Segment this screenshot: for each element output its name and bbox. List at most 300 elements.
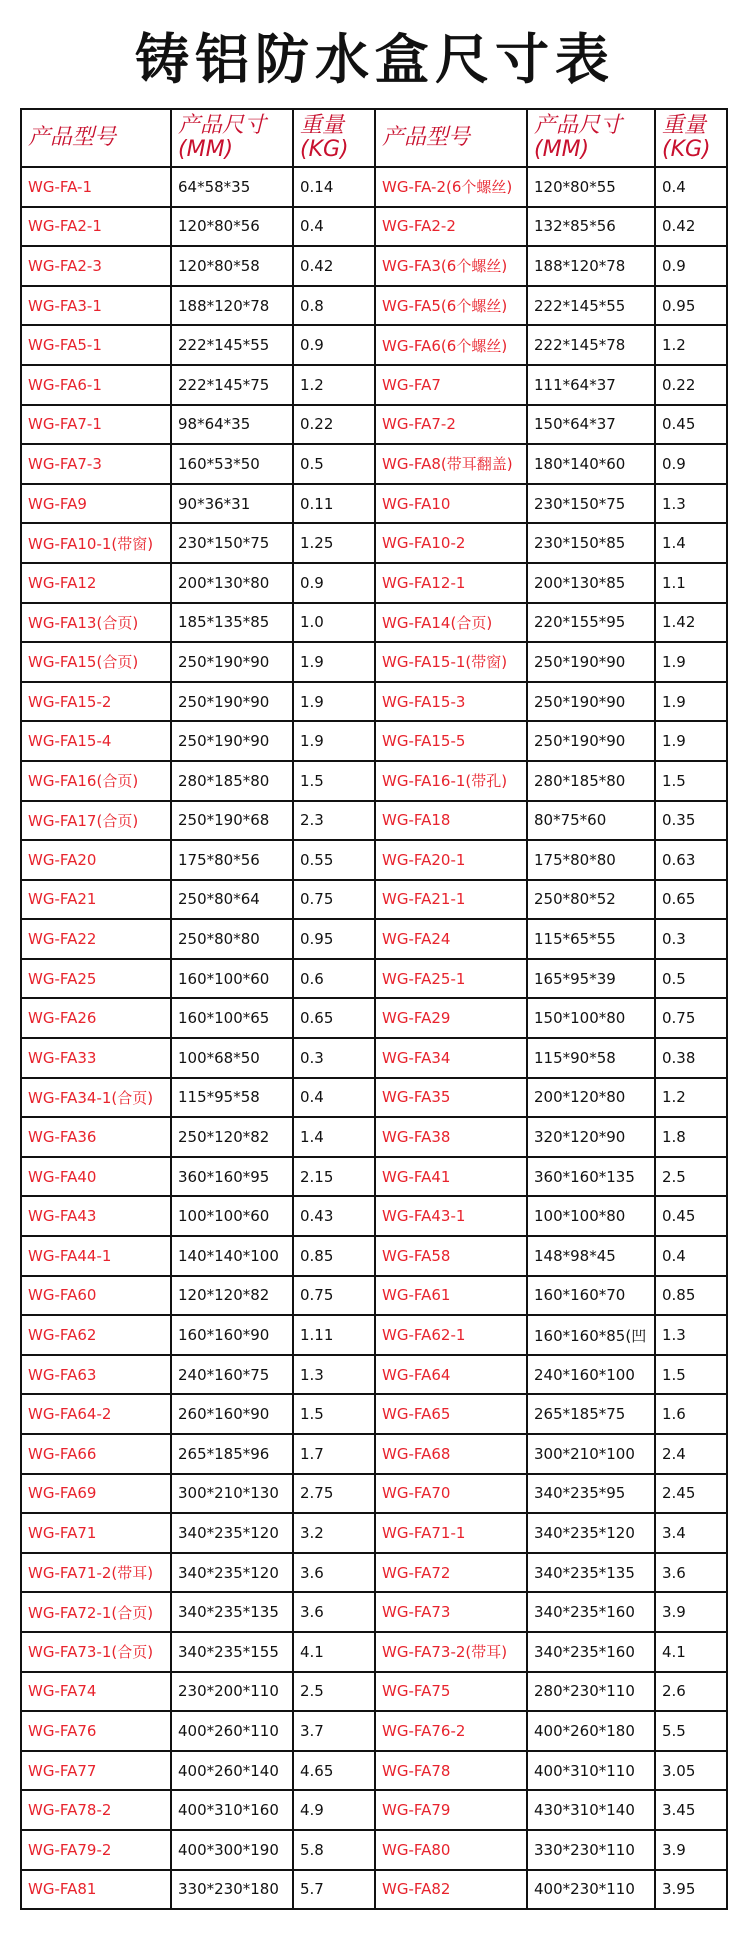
weight-cell: 1.4 bbox=[293, 1117, 375, 1157]
header-size: 产品尺寸(MM) bbox=[171, 109, 293, 167]
size-cell: 180*140*60 bbox=[527, 444, 655, 484]
size-cell: 80*75*60 bbox=[527, 801, 655, 841]
weight-cell: 3.6 bbox=[293, 1592, 375, 1632]
size-cell: 222*145*78 bbox=[527, 325, 655, 365]
weight-cell: 1.5 bbox=[655, 1355, 727, 1395]
weight-cell: 0.42 bbox=[293, 246, 375, 286]
weight-cell: 0.85 bbox=[655, 1276, 727, 1316]
model-cell: WG-FA12 bbox=[21, 563, 171, 603]
weight-cell: 1.42 bbox=[655, 603, 727, 643]
model-cell: WG-FA44-1 bbox=[21, 1236, 171, 1276]
model-cell: WG-FA10-1(带窗) bbox=[21, 523, 171, 563]
weight-cell: 1.9 bbox=[655, 721, 727, 761]
size-cell: 160*160*90 bbox=[171, 1315, 293, 1355]
model-cell: WG-FA15-2 bbox=[21, 682, 171, 722]
size-cell: 400*310*110 bbox=[527, 1751, 655, 1791]
weight-cell: 1.25 bbox=[293, 523, 375, 563]
model-cell: WG-FA7-2 bbox=[375, 405, 527, 445]
weight-cell: 0.5 bbox=[655, 959, 727, 999]
weight-cell: 3.95 bbox=[655, 1870, 727, 1910]
size-cell: 115*95*58 bbox=[171, 1078, 293, 1118]
table-row bbox=[21, 721, 727, 761]
model-cell: WG-FA71 bbox=[21, 1513, 171, 1553]
weight-cell: 1.4 bbox=[655, 523, 727, 563]
table-row bbox=[21, 1672, 727, 1712]
header-model: 产品型号 bbox=[21, 109, 171, 167]
model-cell: WG-FA62-1 bbox=[375, 1315, 527, 1355]
weight-cell: 0.5 bbox=[293, 444, 375, 484]
model-cell: WG-FA72 bbox=[375, 1553, 527, 1593]
size-cell: 430*310*140 bbox=[527, 1790, 655, 1830]
weight-cell: 0.43 bbox=[293, 1196, 375, 1236]
model-cell: WG-FA8(带耳翻盖) bbox=[375, 444, 527, 484]
model-cell: WG-FA-2(6个螺丝) bbox=[375, 167, 527, 207]
model-cell: WG-FA80 bbox=[375, 1830, 527, 1870]
weight-cell: 2.5 bbox=[293, 1672, 375, 1712]
size-cell: 400*230*110 bbox=[527, 1870, 655, 1910]
table-row bbox=[21, 1236, 727, 1276]
table-row bbox=[21, 1513, 727, 1553]
weight-cell: 1.5 bbox=[293, 1394, 375, 1434]
table-row bbox=[21, 1276, 727, 1316]
model-cell: WG-FA66 bbox=[21, 1434, 171, 1474]
model-cell: WG-FA2-3 bbox=[21, 246, 171, 286]
size-cell: 265*185*75 bbox=[527, 1394, 655, 1434]
size-cell: 340*235*120 bbox=[527, 1513, 655, 1553]
model-cell: WG-FA36 bbox=[21, 1117, 171, 1157]
model-cell: WG-FA35 bbox=[375, 1078, 527, 1118]
model-cell: WG-FA64 bbox=[375, 1355, 527, 1395]
weight-cell: 5.5 bbox=[655, 1711, 727, 1751]
model-cell: WG-FA62 bbox=[21, 1315, 171, 1355]
weight-cell: 2.5 bbox=[655, 1157, 727, 1197]
table-row bbox=[21, 1632, 727, 1672]
size-cell: 175*80*56 bbox=[171, 840, 293, 880]
weight-cell: 1.11 bbox=[293, 1315, 375, 1355]
model-cell: WG-FA71-2(带耳) bbox=[21, 1553, 171, 1593]
size-cell: 120*80*58 bbox=[171, 246, 293, 286]
table-row bbox=[21, 1553, 727, 1593]
size-cell: 300*210*130 bbox=[171, 1474, 293, 1514]
size-cell: 160*100*65 bbox=[171, 998, 293, 1038]
model-cell: WG-FA9 bbox=[21, 484, 171, 524]
weight-cell: 0.9 bbox=[655, 246, 727, 286]
table-row bbox=[21, 1117, 727, 1157]
size-cell: 360*160*135 bbox=[527, 1157, 655, 1197]
table-row bbox=[21, 1870, 727, 1910]
weight-cell: 3.6 bbox=[293, 1553, 375, 1593]
model-cell: WG-FA16-1(带孔) bbox=[375, 761, 527, 801]
weight-cell: 2.75 bbox=[293, 1474, 375, 1514]
header-size: 产品尺寸(MM) bbox=[527, 109, 655, 167]
model-cell: WG-FA15-4 bbox=[21, 721, 171, 761]
size-cell: 100*100*60 bbox=[171, 1196, 293, 1236]
weight-cell: 4.1 bbox=[655, 1632, 727, 1672]
size-cell: 230*200*110 bbox=[171, 1672, 293, 1712]
weight-cell: 0.3 bbox=[655, 919, 727, 959]
header-weight: 重量(KG) bbox=[293, 109, 375, 167]
size-cell: 132*85*56 bbox=[527, 207, 655, 247]
model-cell: WG-FA20-1 bbox=[375, 840, 527, 880]
weight-cell: 0.95 bbox=[293, 919, 375, 959]
size-cell: 160*160*70 bbox=[527, 1276, 655, 1316]
model-cell: WG-FA25 bbox=[21, 959, 171, 999]
weight-cell: 0.38 bbox=[655, 1038, 727, 1078]
table-row bbox=[21, 523, 727, 563]
weight-cell: 0.9 bbox=[293, 325, 375, 365]
model-cell: WG-FA71-1 bbox=[375, 1513, 527, 1553]
table-row bbox=[21, 325, 727, 365]
size-cell: 120*80*55 bbox=[527, 167, 655, 207]
table-row bbox=[21, 1078, 727, 1118]
model-cell: WG-FA77 bbox=[21, 1751, 171, 1791]
size-cell: 188*120*78 bbox=[171, 286, 293, 326]
size-cell: 175*80*80 bbox=[527, 840, 655, 880]
table-row bbox=[21, 1196, 727, 1236]
size-cell: 280*185*80 bbox=[527, 761, 655, 801]
size-cell: 230*150*75 bbox=[171, 523, 293, 563]
weight-cell: 3.45 bbox=[655, 1790, 727, 1830]
model-cell: WG-FA15-5 bbox=[375, 721, 527, 761]
table-row bbox=[21, 1711, 727, 1751]
size-cell: 400*260*180 bbox=[527, 1711, 655, 1751]
model-cell: WG-FA7-3 bbox=[21, 444, 171, 484]
weight-cell: 2.15 bbox=[293, 1157, 375, 1197]
weight-cell: 2.4 bbox=[655, 1434, 727, 1474]
weight-cell: 0.4 bbox=[655, 167, 727, 207]
model-cell: WG-FA15-1(带窗) bbox=[375, 642, 527, 682]
table-row bbox=[21, 484, 727, 524]
weight-cell: 0.8 bbox=[293, 286, 375, 326]
size-cell: 230*150*85 bbox=[527, 523, 655, 563]
size-cell: 340*235*95 bbox=[527, 1474, 655, 1514]
weight-cell: 3.4 bbox=[655, 1513, 727, 1553]
model-cell: WG-FA7 bbox=[375, 365, 527, 405]
spec-table bbox=[20, 108, 728, 1910]
table-row bbox=[21, 286, 727, 326]
size-cell: 250*190*90 bbox=[527, 721, 655, 761]
model-cell: WG-FA64-2 bbox=[21, 1394, 171, 1434]
size-cell: 330*230*180 bbox=[171, 1870, 293, 1910]
weight-cell: 0.3 bbox=[293, 1038, 375, 1078]
model-cell: WG-FA25-1 bbox=[375, 959, 527, 999]
model-cell: WG-FA79-2 bbox=[21, 1830, 171, 1870]
model-cell: WG-FA16(合页) bbox=[21, 761, 171, 801]
size-cell: 185*135*85 bbox=[171, 603, 293, 643]
weight-cell: 1.2 bbox=[655, 1078, 727, 1118]
size-cell: 115*90*58 bbox=[527, 1038, 655, 1078]
weight-cell: 0.35 bbox=[655, 801, 727, 841]
model-cell: WG-FA60 bbox=[21, 1276, 171, 1316]
model-cell: WG-FA12-1 bbox=[375, 563, 527, 603]
size-cell: 250*190*90 bbox=[171, 682, 293, 722]
table-row bbox=[21, 1474, 727, 1514]
weight-cell: 3.05 bbox=[655, 1751, 727, 1791]
size-cell: 120*120*82 bbox=[171, 1276, 293, 1316]
size-cell: 160*53*50 bbox=[171, 444, 293, 484]
model-cell: WG-FA40 bbox=[21, 1157, 171, 1197]
size-cell: 90*36*31 bbox=[171, 484, 293, 524]
size-cell: 222*145*55 bbox=[527, 286, 655, 326]
weight-cell: 0.45 bbox=[655, 1196, 727, 1236]
model-cell: WG-FA20 bbox=[21, 840, 171, 880]
size-cell: 400*310*160 bbox=[171, 1790, 293, 1830]
weight-cell: 5.8 bbox=[293, 1830, 375, 1870]
model-cell: WG-FA82 bbox=[375, 1870, 527, 1910]
weight-cell: 4.9 bbox=[293, 1790, 375, 1830]
size-cell: 240*160*75 bbox=[171, 1355, 293, 1395]
table-row bbox=[21, 1355, 727, 1395]
model-cell: WG-FA3-1 bbox=[21, 286, 171, 326]
model-cell: WG-FA72-1(合页) bbox=[21, 1592, 171, 1632]
size-cell: 100*100*80 bbox=[527, 1196, 655, 1236]
model-cell: WG-FA34-1(合页) bbox=[21, 1078, 171, 1118]
size-cell: 222*145*75 bbox=[171, 365, 293, 405]
size-cell: 250*120*82 bbox=[171, 1117, 293, 1157]
model-cell: WG-FA81 bbox=[21, 1870, 171, 1910]
model-cell: WG-FA13(合页) bbox=[21, 603, 171, 643]
weight-cell: 1.8 bbox=[655, 1117, 727, 1157]
size-cell: 188*120*78 bbox=[527, 246, 655, 286]
model-cell: WG-FA2-1 bbox=[21, 207, 171, 247]
weight-cell: 1.3 bbox=[655, 1315, 727, 1355]
model-cell: WG-FA43 bbox=[21, 1196, 171, 1236]
table-row bbox=[21, 880, 727, 920]
size-cell: 200*120*80 bbox=[527, 1078, 655, 1118]
size-cell: 98*64*35 bbox=[171, 405, 293, 445]
weight-cell: 1.9 bbox=[655, 642, 727, 682]
weight-cell: 1.7 bbox=[293, 1434, 375, 1474]
model-cell: WG-FA33 bbox=[21, 1038, 171, 1078]
weight-cell: 0.11 bbox=[293, 484, 375, 524]
weight-cell: 0.14 bbox=[293, 167, 375, 207]
model-cell: WG-FA22 bbox=[21, 919, 171, 959]
model-cell: WG-FA21-1 bbox=[375, 880, 527, 920]
model-cell: WG-FA14(合页) bbox=[375, 603, 527, 643]
size-cell: 340*235*160 bbox=[527, 1592, 655, 1632]
size-cell: 100*68*50 bbox=[171, 1038, 293, 1078]
size-cell: 340*235*160 bbox=[527, 1632, 655, 1672]
model-cell: WG-FA41 bbox=[375, 1157, 527, 1197]
weight-cell: 1.2 bbox=[293, 365, 375, 405]
size-cell: 250*190*68 bbox=[171, 801, 293, 841]
size-cell: 64*58*35 bbox=[171, 167, 293, 207]
size-cell: 150*100*80 bbox=[527, 998, 655, 1038]
model-cell: WG-FA76-2 bbox=[375, 1711, 527, 1751]
table-row bbox=[21, 444, 727, 484]
table-row bbox=[21, 1830, 727, 1870]
table-row bbox=[21, 642, 727, 682]
model-cell: WG-FA61 bbox=[375, 1276, 527, 1316]
model-cell: WG-FA75 bbox=[375, 1672, 527, 1712]
model-cell: WG-FA21 bbox=[21, 880, 171, 920]
size-cell: 111*64*37 bbox=[527, 365, 655, 405]
table-row bbox=[21, 167, 727, 207]
table-row bbox=[21, 840, 727, 880]
weight-cell: 1.6 bbox=[655, 1394, 727, 1434]
model-cell: WG-FA73-2(带耳) bbox=[375, 1632, 527, 1672]
weight-cell: 1.5 bbox=[293, 761, 375, 801]
size-cell: 250*190*90 bbox=[527, 642, 655, 682]
model-cell: WG-FA18 bbox=[375, 801, 527, 841]
table-row bbox=[21, 365, 727, 405]
model-cell: WG-FA69 bbox=[21, 1474, 171, 1514]
size-cell: 340*235*120 bbox=[171, 1513, 293, 1553]
weight-cell: 0.55 bbox=[293, 840, 375, 880]
weight-cell: 4.65 bbox=[293, 1751, 375, 1791]
model-cell: WG-FA38 bbox=[375, 1117, 527, 1157]
size-cell: 340*235*120 bbox=[171, 1553, 293, 1593]
weight-cell: 0.4 bbox=[293, 207, 375, 247]
size-cell: 320*120*90 bbox=[527, 1117, 655, 1157]
weight-cell: 0.95 bbox=[655, 286, 727, 326]
size-cell: 265*185*96 bbox=[171, 1434, 293, 1474]
header-weight: 重量(KG) bbox=[655, 109, 727, 167]
size-cell: 240*160*100 bbox=[527, 1355, 655, 1395]
size-cell: 400*260*140 bbox=[171, 1751, 293, 1791]
model-cell: WG-FA26 bbox=[21, 998, 171, 1038]
size-cell: 140*140*100 bbox=[171, 1236, 293, 1276]
model-cell: WG-FA24 bbox=[375, 919, 527, 959]
weight-cell: 1.3 bbox=[655, 484, 727, 524]
table-row bbox=[21, 1434, 727, 1474]
weight-cell: 1.5 bbox=[655, 761, 727, 801]
table-row bbox=[21, 1751, 727, 1791]
model-cell: WG-FA65 bbox=[375, 1394, 527, 1434]
model-cell: WG-FA78-2 bbox=[21, 1790, 171, 1830]
table-row bbox=[21, 603, 727, 643]
size-cell: 250*190*90 bbox=[171, 642, 293, 682]
table-row bbox=[21, 682, 727, 722]
weight-cell: 4.1 bbox=[293, 1632, 375, 1672]
model-cell: WG-FA2-2 bbox=[375, 207, 527, 247]
model-cell: WG-FA79 bbox=[375, 1790, 527, 1830]
weight-cell: 2.3 bbox=[293, 801, 375, 841]
size-cell: 250*190*90 bbox=[171, 721, 293, 761]
weight-cell: 0.4 bbox=[655, 1236, 727, 1276]
model-cell: WG-FA-1 bbox=[21, 167, 171, 207]
model-cell: WG-FA73-1(合页) bbox=[21, 1632, 171, 1672]
size-cell: 160*160*85(凹 bbox=[527, 1315, 655, 1355]
weight-cell: 0.85 bbox=[293, 1236, 375, 1276]
table-row bbox=[21, 1157, 727, 1197]
weight-cell: 1.9 bbox=[293, 721, 375, 761]
model-cell: WG-FA68 bbox=[375, 1434, 527, 1474]
weight-cell: 2.45 bbox=[655, 1474, 727, 1514]
weight-cell: 0.22 bbox=[293, 405, 375, 445]
weight-cell: 0.65 bbox=[655, 880, 727, 920]
size-cell: 115*65*55 bbox=[527, 919, 655, 959]
weight-cell: 0.75 bbox=[293, 880, 375, 920]
weight-cell: 0.42 bbox=[655, 207, 727, 247]
size-cell: 340*235*135 bbox=[171, 1592, 293, 1632]
table-row bbox=[21, 246, 727, 286]
model-cell: WG-FA5-1 bbox=[21, 325, 171, 365]
weight-cell: 3.9 bbox=[655, 1592, 727, 1632]
weight-cell: 5.7 bbox=[293, 1870, 375, 1910]
model-cell: WG-FA3(6个螺丝) bbox=[375, 246, 527, 286]
table-row bbox=[21, 1790, 727, 1830]
weight-cell: 0.45 bbox=[655, 405, 727, 445]
model-cell: WG-FA58 bbox=[375, 1236, 527, 1276]
weight-cell: 0.75 bbox=[293, 1276, 375, 1316]
size-cell: 280*185*80 bbox=[171, 761, 293, 801]
size-cell: 250*80*80 bbox=[171, 919, 293, 959]
model-cell: WG-FA15-3 bbox=[375, 682, 527, 722]
table-row bbox=[21, 761, 727, 801]
model-cell: WG-FA34 bbox=[375, 1038, 527, 1078]
table-row bbox=[21, 1038, 727, 1078]
model-cell: WG-FA74 bbox=[21, 1672, 171, 1712]
model-cell: WG-FA73 bbox=[375, 1592, 527, 1632]
model-cell: WG-FA70 bbox=[375, 1474, 527, 1514]
weight-cell: 1.3 bbox=[293, 1355, 375, 1395]
weight-cell: 1.9 bbox=[293, 642, 375, 682]
table-row bbox=[21, 1315, 727, 1355]
model-cell: WG-FA63 bbox=[21, 1355, 171, 1395]
weight-cell: 1.9 bbox=[655, 682, 727, 722]
table-row bbox=[21, 563, 727, 603]
model-cell: WG-FA7-1 bbox=[21, 405, 171, 445]
model-cell: WG-FA43-1 bbox=[375, 1196, 527, 1236]
size-cell: 280*230*110 bbox=[527, 1672, 655, 1712]
weight-cell: 2.6 bbox=[655, 1672, 727, 1712]
weight-cell: 1.9 bbox=[293, 682, 375, 722]
size-cell: 250*190*90 bbox=[527, 682, 655, 722]
model-cell: WG-FA5(6个螺丝) bbox=[375, 286, 527, 326]
size-cell: 400*300*190 bbox=[171, 1830, 293, 1870]
table-row bbox=[21, 959, 727, 999]
size-cell: 148*98*45 bbox=[527, 1236, 655, 1276]
page-title: 铸铝防水盒尺寸表 bbox=[135, 28, 615, 91]
model-cell: WG-FA17(合页) bbox=[21, 801, 171, 841]
size-cell: 260*160*90 bbox=[171, 1394, 293, 1434]
table-row bbox=[21, 207, 727, 247]
model-cell: WG-FA6-1 bbox=[21, 365, 171, 405]
weight-cell: 0.6 bbox=[293, 959, 375, 999]
weight-cell: 3.2 bbox=[293, 1513, 375, 1553]
table-row bbox=[21, 405, 727, 445]
weight-cell: 3.9 bbox=[655, 1830, 727, 1870]
size-cell: 250*80*64 bbox=[171, 880, 293, 920]
model-cell: WG-FA6(6个螺丝) bbox=[375, 325, 527, 365]
model-cell: WG-FA15(合页) bbox=[21, 642, 171, 682]
weight-cell: 3.6 bbox=[655, 1553, 727, 1593]
size-cell: 400*260*110 bbox=[171, 1711, 293, 1751]
weight-cell: 1.1 bbox=[655, 563, 727, 603]
model-cell: WG-FA78 bbox=[375, 1751, 527, 1791]
table-row bbox=[21, 919, 727, 959]
weight-cell: 0.9 bbox=[293, 563, 375, 603]
weight-cell: 0.4 bbox=[293, 1078, 375, 1118]
size-cell: 120*80*56 bbox=[171, 207, 293, 247]
size-cell: 330*230*110 bbox=[527, 1830, 655, 1870]
weight-cell: 0.22 bbox=[655, 365, 727, 405]
weight-cell: 0.65 bbox=[293, 998, 375, 1038]
table-row bbox=[21, 801, 727, 841]
model-cell: WG-FA76 bbox=[21, 1711, 171, 1751]
weight-cell: 0.75 bbox=[655, 998, 727, 1038]
weight-cell: 3.7 bbox=[293, 1711, 375, 1751]
size-cell: 230*150*75 bbox=[527, 484, 655, 524]
size-cell: 220*155*95 bbox=[527, 603, 655, 643]
size-cell: 360*160*95 bbox=[171, 1157, 293, 1197]
size-cell: 250*80*52 bbox=[527, 880, 655, 920]
weight-cell: 1.0 bbox=[293, 603, 375, 643]
table-row bbox=[21, 1592, 727, 1632]
table-row bbox=[21, 1394, 727, 1434]
size-cell: 200*130*80 bbox=[171, 563, 293, 603]
